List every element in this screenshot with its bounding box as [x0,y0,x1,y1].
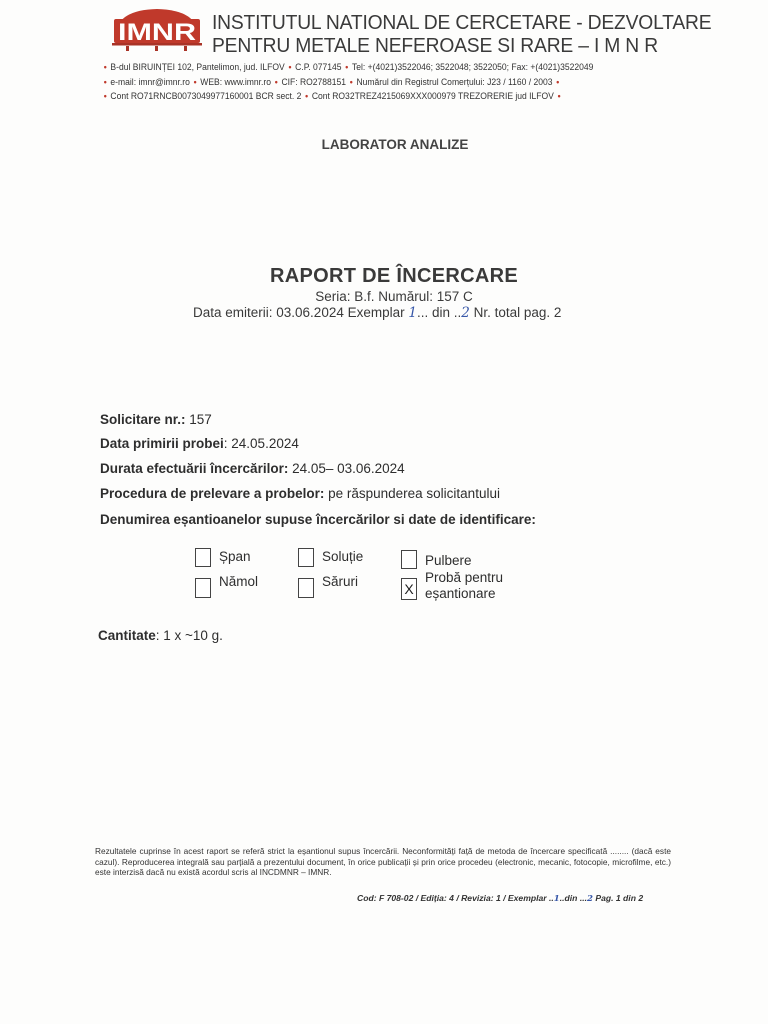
footer-disclaimer: Rezultatele cuprinse în acest raport se referă strict la eșantionul supus încercării. Neconformități față de metoda de încercare specificată ........ (dacă este cazul). Reproducerea integrală sau parțială a prezentului document, în orice publicații și prin orice procedeu (electronic, mecanic, fotocopie, microfilme, etc.) este interzisă dacă nu există acordul scris al INCDMNR – IMNR. [95,846,671,877]
quantity-field [98,628,223,643]
institute-name-line1: INSTITUTUL NATIONAL DE CERCETARE - DEZVOLTARE [212,11,712,34]
request-number-value: 157 [185,412,212,427]
saruri-label: Săruri [322,574,359,589]
quantity-value: : 1 x ~10 g. [155,628,223,643]
test-duration-value: 24.05– 03.06.2024 [288,461,405,476]
email-text: e-mail: imnr@imnr.ro [110,77,190,87]
sampling-procedure-value: pe răspunderea solicitantului [324,486,500,501]
postal-code-text: C.P. 077145 [295,62,342,72]
quantity-label: Cantitate [98,628,156,643]
receipt-date-label: Data primirii probei [100,436,224,451]
report-title: RAPORT DE ÎNCERCARE [270,265,518,287]
phone-fax-text: Tel: +(4021)3522046; 3522048; 3522050; Fax: +(4021)3522049 [352,62,594,72]
proba-label-line2: eșantionare [425,586,496,601]
contact-line-address: • B-dul BIRUINȚEI 102, Pantelimon, jud. ILFOV • C.P. 077145 • Tel: +(4021)3522046; 3522048; 3522050; Fax: +(4021)3522049 [103,62,594,72]
namol-checkbox[interactable] [195,578,211,598]
proba-esantionare-checkbox[interactable]: X [401,578,417,600]
test-duration-label: Durata efectuării încercărilor: [100,461,289,476]
footer-page-number: Pag. 1 din 2 [592,893,644,903]
form-code-text: Cod: F 708-02 / Ediția: 4 / Revizia: 1 / Exemplar .. [357,893,554,903]
pulbere-label: Pulbere [425,553,472,568]
handwritten-copy-total: 2 [461,305,470,321]
request-number-label: Solicitare nr.: [100,412,186,427]
contact-line-accounts: • Cont RO71RNCB0073049977160001 BCR sect. 2 • Cont RO32TREZ4215069XXX000979 TREZORERIE jud ILFOV • [103,91,561,101]
report-series-number: Seria: B.f. Numărul: 157 C [315,289,473,304]
sampling-procedure-label: Procedura de prelevare a probelor: [100,486,325,501]
receipt-date-field [100,436,299,451]
copy-of-text: ... din .. [416,305,462,320]
address-text: B-dul BIRUINȚEI 102, Pantelimon, jud. ILFOV [110,62,285,72]
test-duration-field [100,461,405,476]
sampling-procedure-field [100,486,500,501]
handwritten-copy-number: 1 [408,305,417,321]
bcr-account-text: Cont RO71RNCB0073049977160001 BCR sect. 2 [110,91,302,101]
treasury-account-text: Cont RO32TREZ4215069XXX000979 TREZORERIE jud ILFOV [311,91,554,101]
web-text: WEB: www.imnr.ro [200,77,272,87]
issue-date-text: Data emiterii: 03.06.2024 Exemplar [193,305,409,320]
solutie-checkbox[interactable] [298,548,314,567]
institute-name-line2: PENTRU METALE NEFEROASE SI RARE – I M N R [212,34,658,57]
registry-text: Numărul din Registrul Comerțului: J23 / 1160 / 2003 [356,77,553,87]
handwritten-footer-copy: 1 [553,894,560,904]
contact-line-web: • e-mail: imnr@imnr.ro • WEB: www.imnr.ro • CIF: RO2788151 • Numărul din Registrul Comerțului: J23 / 1160 / 2003 • [103,77,560,87]
span-label: Șpan [219,549,251,564]
imnr-logo [112,6,202,52]
laboratory-heading: LABORATOR ANALIZE [321,137,469,152]
saruri-checkbox[interactable] [298,578,314,598]
cif-text: CIF: RO2788151 [281,77,347,87]
request-number-field [100,412,212,427]
form-code-line [357,893,643,904]
receipt-date-value: : 24.05.2024 [223,436,299,451]
pulbere-checkbox[interactable] [401,550,417,569]
solutie-label: Soluție [322,549,364,564]
span-checkbox[interactable] [195,548,211,567]
issue-date-line [193,305,561,321]
footer-copy-of-text: ..din ... [559,893,587,903]
total-pages-text: Nr. total pag. 2 [469,305,562,320]
proba-label-line1: Probă pentru [425,570,504,585]
namol-label: Nămol [219,574,259,589]
handwritten-footer-total: 2 [586,894,593,904]
sample-identification-heading: Denumirea eșantioanelor supuse încercărilor si date de identificare: [100,512,536,527]
logo-text: IMNR [118,19,196,46]
